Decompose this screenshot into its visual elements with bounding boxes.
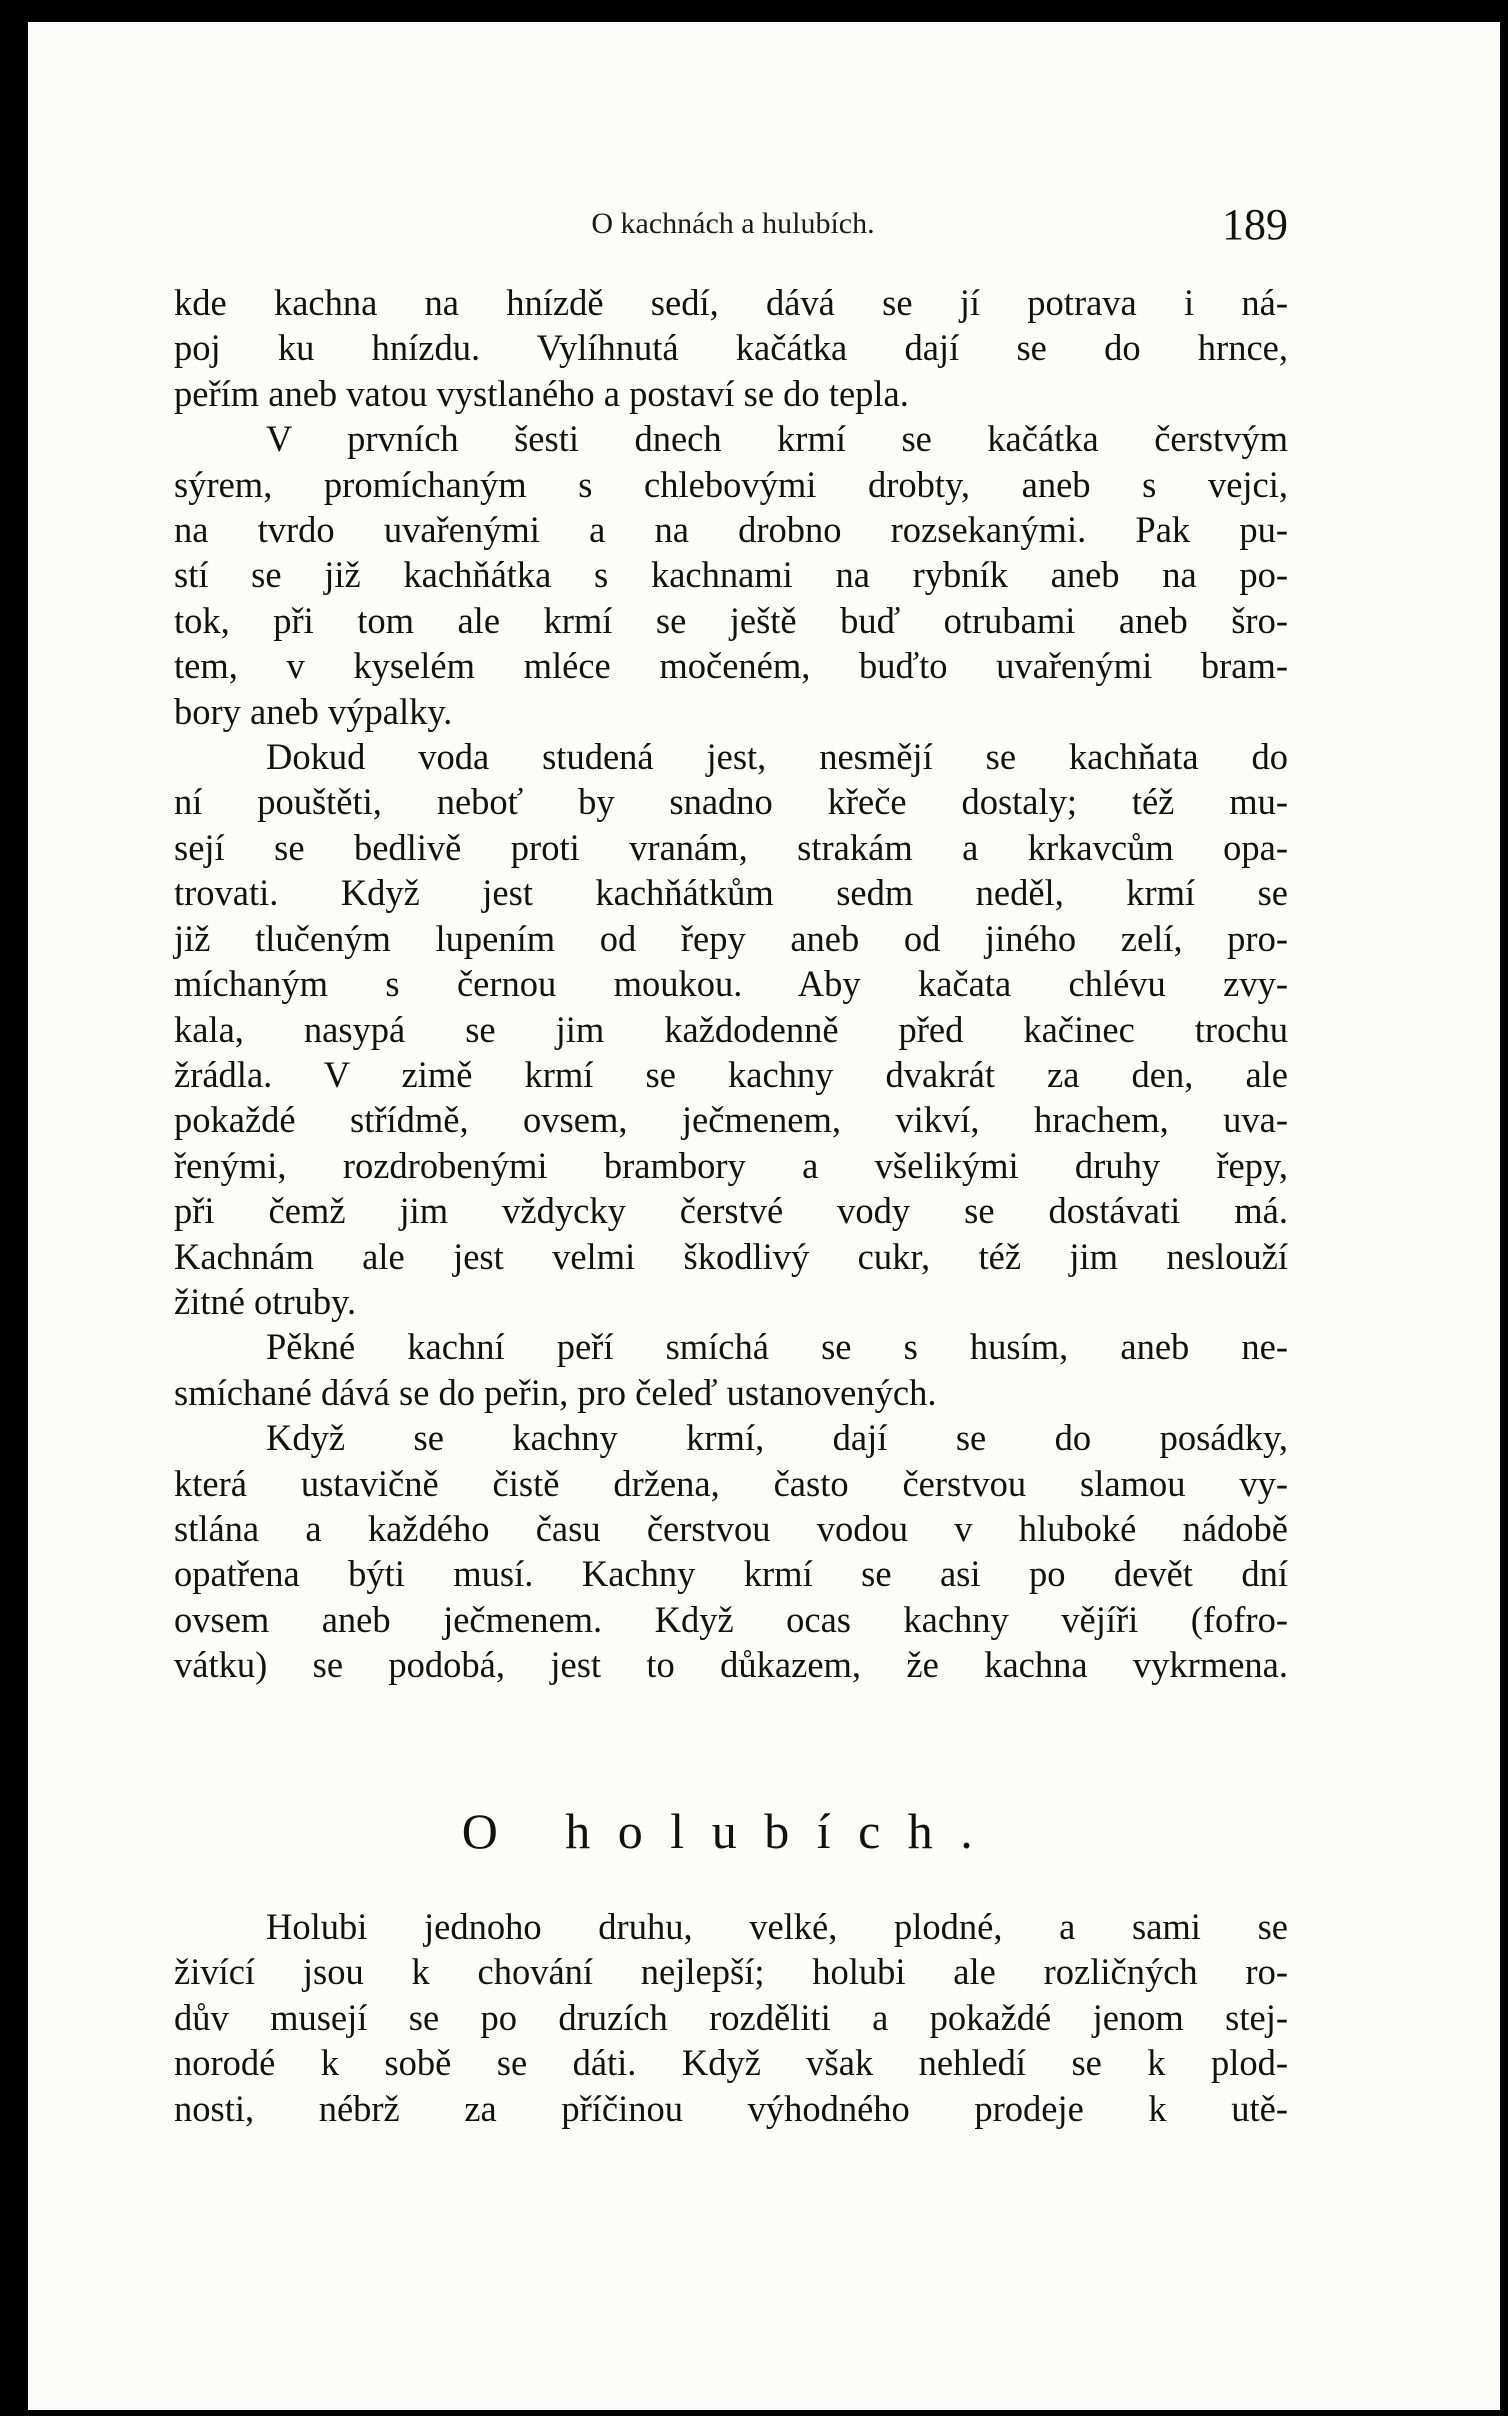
text-line: bory aneb výpalky. — [174, 690, 453, 732]
text-line: Když se kachny krmí, dají se do posádky, — [266, 1417, 1288, 1459]
text-line: Kachnám ale jest velmi škodlivý cukr, též jim neslouží — [174, 1235, 1288, 1277]
text-line: Holubi jednoho druhu, velké, plodné, a sami se — [266, 1906, 1288, 1947]
text-line: tem, v kyselém mléce močeném, buďto uvařenými bram- — [174, 645, 1288, 687]
text-line: opatřena býti musí. Kachny krmí se asi po devět dní — [174, 1553, 1288, 1595]
text-line: dův musejí se po druzích rozděliti a pokaždé jenom stej- — [174, 1996, 1288, 2038]
text-line: stlána a každého času čerstvou vodou v hluboké nádobě — [174, 1507, 1288, 1549]
text-line: žrádla. V zimě krmí se kachny dvakrát za den, ale — [174, 1053, 1288, 1095]
section-text — [174, 1904, 1288, 2131]
text-line: stí se již kachňátka s kachnami na rybník aneb na po- — [174, 554, 1288, 596]
text-line: peřím aneb vatou vystlaného a postaví se do tepla. — [174, 372, 909, 414]
running-title: O kachnách a hulubích. — [591, 207, 875, 240]
text-line: trovati. Když jest kachňátkům sedm neděl, krmí se — [174, 872, 1288, 914]
page-header — [178, 197, 1288, 257]
text-line: žitné otruby. — [174, 1280, 357, 1322]
text-line: ovsem aneb ječmenem. Když ocas kachny vějíři (fofro- — [174, 1598, 1288, 1640]
section-heading: O holubích. — [461, 1803, 1001, 1859]
page-number: 189 — [1222, 200, 1288, 249]
text-line: sýrem, promíchaným s chlebovými drobty, aneb s vejci, — [174, 463, 1288, 505]
book-page — [28, 22, 1500, 2410]
text-line: smíchané dává se do peřin, pro čeleď ustanovených. — [174, 1371, 937, 1413]
text-line: poj ku hnízdu. Vylíhnutá kačátka dají se do hrnce, — [174, 327, 1288, 369]
text-line: která ustavičně čistě držena, často čerstvou slamou vy- — [174, 1462, 1288, 1504]
body-text — [174, 280, 1288, 1688]
text-line: vátku) se podobá, jest to důkazem, že kachna vykrmena. — [174, 1644, 1288, 1686]
text-line: sejí se bedlivě proti vranám, strakám a krkavcům opa- — [174, 826, 1288, 868]
text-line: norodé k sobě se dáti. Když však nehledí se k plod- — [174, 2042, 1288, 2084]
text-line: nosti, nébrž za příčinou výhodného prodeje k utě- — [174, 2087, 1288, 2129]
text-line: tok, při tom ale krmí se ještě buď otrubami aneb šro- — [174, 599, 1288, 641]
text-line: míchaným s černou moukou. Aby kačata chlévu zvy- — [174, 963, 1288, 1005]
text-line: na tvrdo uvařenými a na drobno rozsekanými. Pak pu- — [174, 509, 1288, 551]
text-line: ní pouštěti, neboť by snadno křeče dostaly; též mu- — [174, 781, 1288, 823]
text-line: V prvních šesti dnech krmí se kačátka čerstvým — [266, 418, 1288, 460]
text-line: kde kachna na hnízdě sedí, dává se jí potrava i ná- — [174, 282, 1288, 323]
text-line: při čemž jim vždycky čerstvé vody se dostávati má. — [174, 1190, 1288, 1232]
text-line: živící jsou k chování nejlepší; holubi ale rozličných ro- — [174, 1951, 1288, 1993]
text-line: pokaždé střídmě, ovsem, ječmenem, vikví, hrachem, uva- — [174, 1099, 1288, 1141]
text-line: již tlučeným lupením od řepy aneb od jiného zelí, pro- — [174, 917, 1288, 959]
text-line: Dokud voda studená jest, nesmějí se kachňata do — [266, 736, 1288, 778]
text-line: Pěkné kachní peří smíchá se s husím, aneb ne- — [266, 1326, 1288, 1368]
text-line: kala, nasypá se jim každodenně před kačinec trochu — [174, 1008, 1288, 1050]
text-line: řenými, rozdrobenými brambory a všelikými druhy řepy, — [174, 1144, 1288, 1186]
